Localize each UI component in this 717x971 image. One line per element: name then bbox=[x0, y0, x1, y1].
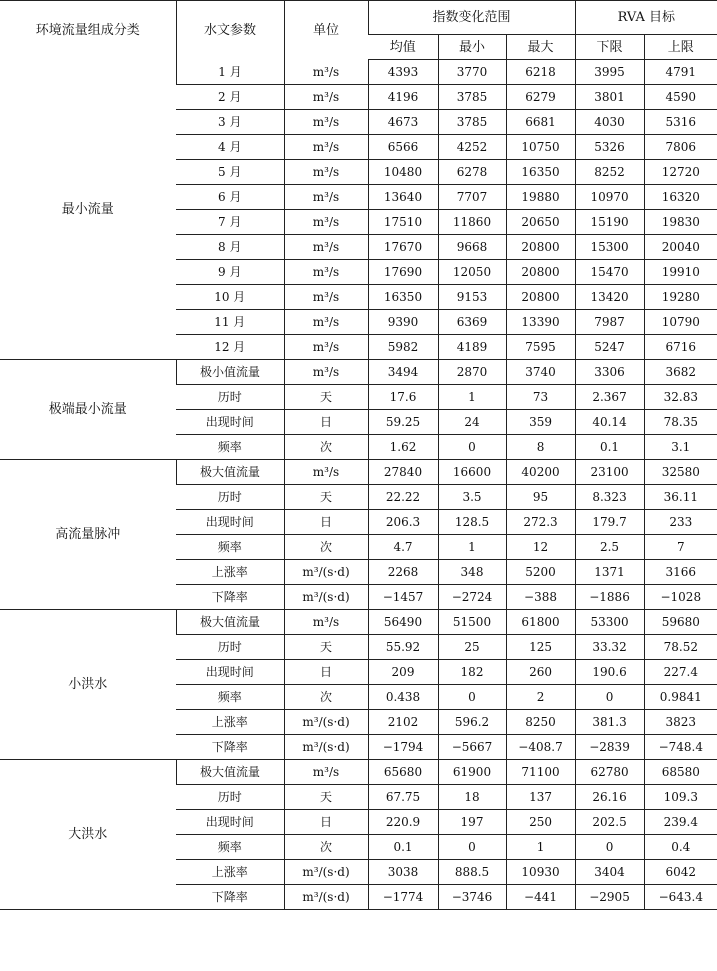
min-cell: 51500 bbox=[438, 610, 506, 635]
min-cell: 4189 bbox=[438, 335, 506, 360]
upper-cell: 78.35 bbox=[644, 410, 717, 435]
param-cell: 6 月 bbox=[176, 185, 284, 210]
mean-cell: 67.75 bbox=[368, 785, 438, 810]
min-cell: 12050 bbox=[438, 260, 506, 285]
max-cell: 137 bbox=[506, 785, 575, 810]
lower-cell: 2.367 bbox=[575, 385, 644, 410]
max-cell: 10750 bbox=[506, 135, 575, 160]
min-cell: 0 bbox=[438, 435, 506, 460]
mean-cell: 17.6 bbox=[368, 385, 438, 410]
mean-cell: 4.7 bbox=[368, 535, 438, 560]
min-cell: 3785 bbox=[438, 85, 506, 110]
lower-cell: 26.16 bbox=[575, 785, 644, 810]
mean-cell: 27840 bbox=[368, 460, 438, 485]
unit-cell: m³/s bbox=[284, 110, 368, 135]
lower-cell: 3306 bbox=[575, 360, 644, 385]
lower-cell: −1886 bbox=[575, 585, 644, 610]
mean-cell: 16350 bbox=[368, 285, 438, 310]
param-cell: 上涨率 bbox=[176, 560, 284, 585]
param-cell: 11 月 bbox=[176, 310, 284, 335]
max-cell: 2 bbox=[506, 685, 575, 710]
lower-cell: −2905 bbox=[575, 885, 644, 910]
header-unit: 单位 bbox=[284, 1, 368, 60]
upper-cell: 12720 bbox=[644, 160, 717, 185]
lower-cell: 381.3 bbox=[575, 710, 644, 735]
upper-cell: −643.4 bbox=[644, 885, 717, 910]
upper-cell: 32.83 bbox=[644, 385, 717, 410]
lower-cell: 13420 bbox=[575, 285, 644, 310]
min-cell: 1 bbox=[438, 385, 506, 410]
max-cell: 12 bbox=[506, 535, 575, 560]
upper-cell: 5316 bbox=[644, 110, 717, 135]
max-cell: 20800 bbox=[506, 260, 575, 285]
max-cell: 61800 bbox=[506, 610, 575, 635]
header-lower: 下限 bbox=[575, 35, 644, 60]
lower-cell: 8.323 bbox=[575, 485, 644, 510]
table-body bbox=[0, 60, 717, 910]
upper-cell: 3.1 bbox=[644, 435, 717, 460]
unit-cell: m³/s bbox=[284, 335, 368, 360]
unit-cell: m³/s bbox=[284, 235, 368, 260]
unit-cell: m³/(s·d) bbox=[284, 885, 368, 910]
unit-cell: 日 bbox=[284, 410, 368, 435]
param-cell: 频率 bbox=[176, 435, 284, 460]
unit-cell: m³/s bbox=[284, 135, 368, 160]
unit-cell: m³/s bbox=[284, 185, 368, 210]
max-cell: 359 bbox=[506, 410, 575, 435]
unit-cell: m³/s bbox=[284, 760, 368, 785]
param-cell: 下降率 bbox=[176, 735, 284, 760]
max-cell: 6218 bbox=[506, 60, 575, 85]
unit-cell: m³/(s·d) bbox=[284, 860, 368, 885]
mean-cell: 22.22 bbox=[368, 485, 438, 510]
mean-cell: 220.9 bbox=[368, 810, 438, 835]
table-row bbox=[0, 60, 717, 85]
header-param: 水文参数 bbox=[176, 1, 284, 60]
upper-cell: 3166 bbox=[644, 560, 717, 585]
unit-cell: 天 bbox=[284, 385, 368, 410]
min-cell: 11860 bbox=[438, 210, 506, 235]
min-cell: −5667 bbox=[438, 735, 506, 760]
min-cell: 2870 bbox=[438, 360, 506, 385]
lower-cell: 15300 bbox=[575, 235, 644, 260]
max-cell: 125 bbox=[506, 635, 575, 660]
max-cell: 95 bbox=[506, 485, 575, 510]
unit-cell: 天 bbox=[284, 635, 368, 660]
lower-cell: 15470 bbox=[575, 260, 644, 285]
upper-cell: 4791 bbox=[644, 60, 717, 85]
upper-cell: 16320 bbox=[644, 185, 717, 210]
table-header bbox=[0, 1, 717, 60]
min-cell: 7707 bbox=[438, 185, 506, 210]
upper-cell: −1028 bbox=[644, 585, 717, 610]
mean-cell: −1794 bbox=[368, 735, 438, 760]
mean-cell: 59.25 bbox=[368, 410, 438, 435]
min-cell: 197 bbox=[438, 810, 506, 835]
mean-cell: 55.92 bbox=[368, 635, 438, 660]
unit-cell: m³/s bbox=[284, 285, 368, 310]
param-cell: 上涨率 bbox=[176, 710, 284, 735]
max-cell: 8250 bbox=[506, 710, 575, 735]
header-mean: 均值 bbox=[368, 35, 438, 60]
upper-cell: 109.3 bbox=[644, 785, 717, 810]
min-cell: 0 bbox=[438, 685, 506, 710]
unit-cell: 次 bbox=[284, 835, 368, 860]
upper-cell: 239.4 bbox=[644, 810, 717, 835]
table-row bbox=[0, 760, 717, 785]
unit-cell: 天 bbox=[284, 485, 368, 510]
lower-cell: 33.32 bbox=[575, 635, 644, 660]
lower-cell: 7987 bbox=[575, 310, 644, 335]
mean-cell: 0.1 bbox=[368, 835, 438, 860]
unit-cell: m³/s bbox=[284, 60, 368, 85]
upper-cell: 78.52 bbox=[644, 635, 717, 660]
max-cell: 20800 bbox=[506, 285, 575, 310]
unit-cell: 日 bbox=[284, 810, 368, 835]
lower-cell: 10970 bbox=[575, 185, 644, 210]
lower-cell: 5247 bbox=[575, 335, 644, 360]
unit-cell: 次 bbox=[284, 685, 368, 710]
category-cell: 小洪水 bbox=[0, 610, 176, 760]
mean-cell: 17670 bbox=[368, 235, 438, 260]
mean-cell: 3038 bbox=[368, 860, 438, 885]
max-cell: −408.7 bbox=[506, 735, 575, 760]
upper-cell: 6042 bbox=[644, 860, 717, 885]
lower-cell: 53300 bbox=[575, 610, 644, 635]
lower-cell: 2.5 bbox=[575, 535, 644, 560]
lower-cell: 40.14 bbox=[575, 410, 644, 435]
unit-cell: 日 bbox=[284, 660, 368, 685]
upper-cell: 19280 bbox=[644, 285, 717, 310]
upper-cell: 32580 bbox=[644, 460, 717, 485]
mean-cell: 17690 bbox=[368, 260, 438, 285]
mean-cell: 5982 bbox=[368, 335, 438, 360]
category-cell: 高流量脉冲 bbox=[0, 460, 176, 610]
mean-cell: 206.3 bbox=[368, 510, 438, 535]
header-max: 最大 bbox=[506, 35, 575, 60]
lower-cell: 0 bbox=[575, 685, 644, 710]
upper-cell: 10790 bbox=[644, 310, 717, 335]
lower-cell: 8252 bbox=[575, 160, 644, 185]
lower-cell: 4030 bbox=[575, 110, 644, 135]
category-cell: 极端最小流量 bbox=[0, 360, 176, 460]
max-cell: 7595 bbox=[506, 335, 575, 360]
param-cell: 出现时间 bbox=[176, 810, 284, 835]
mean-cell: 65680 bbox=[368, 760, 438, 785]
min-cell: 25 bbox=[438, 635, 506, 660]
lower-cell: 62780 bbox=[575, 760, 644, 785]
param-cell: 极小值流量 bbox=[176, 360, 284, 385]
upper-cell: 7 bbox=[644, 535, 717, 560]
upper-cell: 3682 bbox=[644, 360, 717, 385]
min-cell: 888.5 bbox=[438, 860, 506, 885]
header-rva-group: RVA 目标 bbox=[575, 1, 717, 35]
mean-cell: 13640 bbox=[368, 185, 438, 210]
unit-cell: 日 bbox=[284, 510, 368, 535]
max-cell: 73 bbox=[506, 385, 575, 410]
unit-cell: m³/s bbox=[284, 210, 368, 235]
min-cell: 182 bbox=[438, 660, 506, 685]
upper-cell: 227.4 bbox=[644, 660, 717, 685]
param-cell: 5 月 bbox=[176, 160, 284, 185]
mean-cell: 0.438 bbox=[368, 685, 438, 710]
lower-cell: 15190 bbox=[575, 210, 644, 235]
mean-cell: 4673 bbox=[368, 110, 438, 135]
min-cell: 0 bbox=[438, 835, 506, 860]
param-cell: 频率 bbox=[176, 535, 284, 560]
min-cell: 4252 bbox=[438, 135, 506, 160]
param-cell: 4 月 bbox=[176, 135, 284, 160]
lower-cell: 3995 bbox=[575, 60, 644, 85]
header-min: 最小 bbox=[438, 35, 506, 60]
mean-cell: 9390 bbox=[368, 310, 438, 335]
max-cell: 3740 bbox=[506, 360, 575, 385]
lower-cell: 0.1 bbox=[575, 435, 644, 460]
unit-cell: m³/(s·d) bbox=[284, 585, 368, 610]
min-cell: 3.5 bbox=[438, 485, 506, 510]
lower-cell: −2839 bbox=[575, 735, 644, 760]
mean-cell: 4393 bbox=[368, 60, 438, 85]
unit-cell: m³/(s·d) bbox=[284, 560, 368, 585]
unit-cell: 天 bbox=[284, 785, 368, 810]
upper-cell: 19830 bbox=[644, 210, 717, 235]
param-cell: 10 月 bbox=[176, 285, 284, 310]
param-cell: 12 月 bbox=[176, 335, 284, 360]
max-cell: 10930 bbox=[506, 860, 575, 885]
upper-cell: 7806 bbox=[644, 135, 717, 160]
min-cell: 3785 bbox=[438, 110, 506, 135]
mean-cell: 10480 bbox=[368, 160, 438, 185]
param-cell: 频率 bbox=[176, 685, 284, 710]
upper-cell: 19910 bbox=[644, 260, 717, 285]
table-row bbox=[0, 460, 717, 485]
max-cell: 40200 bbox=[506, 460, 575, 485]
min-cell: −3746 bbox=[438, 885, 506, 910]
param-cell: 历时 bbox=[176, 385, 284, 410]
param-cell: 极大值流量 bbox=[176, 760, 284, 785]
unit-cell: m³/s bbox=[284, 260, 368, 285]
min-cell: 16600 bbox=[438, 460, 506, 485]
param-cell: 上涨率 bbox=[176, 860, 284, 885]
param-cell: 1 月 bbox=[176, 60, 284, 85]
mean-cell: 6566 bbox=[368, 135, 438, 160]
param-cell: 极大值流量 bbox=[176, 610, 284, 635]
param-cell: 频率 bbox=[176, 835, 284, 860]
param-cell: 极大值流量 bbox=[176, 460, 284, 485]
unit-cell: m³/s bbox=[284, 360, 368, 385]
max-cell: 20800 bbox=[506, 235, 575, 260]
max-cell: 13390 bbox=[506, 310, 575, 335]
upper-cell: −748.4 bbox=[644, 735, 717, 760]
max-cell: −441 bbox=[506, 885, 575, 910]
mean-cell: 2102 bbox=[368, 710, 438, 735]
upper-cell: 0.9841 bbox=[644, 685, 717, 710]
header-range-group: 指数变化范围 bbox=[368, 1, 575, 35]
table-row bbox=[0, 610, 717, 635]
min-cell: 1 bbox=[438, 535, 506, 560]
mean-cell: 209 bbox=[368, 660, 438, 685]
min-cell: 6278 bbox=[438, 160, 506, 185]
mean-cell: −1457 bbox=[368, 585, 438, 610]
param-cell: 历时 bbox=[176, 635, 284, 660]
min-cell: 6369 bbox=[438, 310, 506, 335]
max-cell: 6279 bbox=[506, 85, 575, 110]
param-cell: 出现时间 bbox=[176, 410, 284, 435]
min-cell: −2724 bbox=[438, 585, 506, 610]
unit-cell: 次 bbox=[284, 435, 368, 460]
mean-cell: 2268 bbox=[368, 560, 438, 585]
upper-cell: 3823 bbox=[644, 710, 717, 735]
max-cell: 1 bbox=[506, 835, 575, 860]
lower-cell: 179.7 bbox=[575, 510, 644, 535]
lower-cell: 3801 bbox=[575, 85, 644, 110]
mean-cell: −1774 bbox=[368, 885, 438, 910]
min-cell: 24 bbox=[438, 410, 506, 435]
unit-cell: m³/s bbox=[284, 460, 368, 485]
unit-cell: 次 bbox=[284, 535, 368, 560]
max-cell: 6681 bbox=[506, 110, 575, 135]
min-cell: 18 bbox=[438, 785, 506, 810]
min-cell: 9668 bbox=[438, 235, 506, 260]
mean-cell: 17510 bbox=[368, 210, 438, 235]
param-cell: 历时 bbox=[176, 485, 284, 510]
category-cell: 最小流量 bbox=[0, 60, 176, 360]
lower-cell: 0 bbox=[575, 835, 644, 860]
min-cell: 348 bbox=[438, 560, 506, 585]
upper-cell: 233 bbox=[644, 510, 717, 535]
param-cell: 出现时间 bbox=[176, 510, 284, 535]
max-cell: 16350 bbox=[506, 160, 575, 185]
upper-cell: 6716 bbox=[644, 335, 717, 360]
max-cell: 19880 bbox=[506, 185, 575, 210]
max-cell: 260 bbox=[506, 660, 575, 685]
max-cell: 8 bbox=[506, 435, 575, 460]
category-cell: 大洪水 bbox=[0, 760, 176, 910]
mean-cell: 3494 bbox=[368, 360, 438, 385]
param-cell: 出现时间 bbox=[176, 660, 284, 685]
max-cell: 250 bbox=[506, 810, 575, 835]
unit-cell: m³/s bbox=[284, 160, 368, 185]
upper-cell: 36.11 bbox=[644, 485, 717, 510]
lower-cell: 23100 bbox=[575, 460, 644, 485]
min-cell: 3770 bbox=[438, 60, 506, 85]
max-cell: 5200 bbox=[506, 560, 575, 585]
min-cell: 9153 bbox=[438, 285, 506, 310]
lower-cell: 190.6 bbox=[575, 660, 644, 685]
param-cell: 8 月 bbox=[176, 235, 284, 260]
param-cell: 历时 bbox=[176, 785, 284, 810]
mean-cell: 56490 bbox=[368, 610, 438, 635]
lower-cell: 5326 bbox=[575, 135, 644, 160]
unit-cell: m³/(s·d) bbox=[284, 710, 368, 735]
unit-cell: m³/s bbox=[284, 85, 368, 110]
min-cell: 61900 bbox=[438, 760, 506, 785]
max-cell: 20650 bbox=[506, 210, 575, 235]
max-cell: 71100 bbox=[506, 760, 575, 785]
lower-cell: 1371 bbox=[575, 560, 644, 585]
param-cell: 2 月 bbox=[176, 85, 284, 110]
upper-cell: 4590 bbox=[644, 85, 717, 110]
unit-cell: m³/s bbox=[284, 310, 368, 335]
max-cell: 272.3 bbox=[506, 510, 575, 535]
mean-cell: 1.62 bbox=[368, 435, 438, 460]
mean-cell: 4196 bbox=[368, 85, 438, 110]
max-cell: −388 bbox=[506, 585, 575, 610]
header-category: 环境流量组成分类 bbox=[0, 1, 176, 60]
param-cell: 下降率 bbox=[176, 585, 284, 610]
param-cell: 3 月 bbox=[176, 110, 284, 135]
header-upper: 上限 bbox=[644, 35, 717, 60]
min-cell: 596.2 bbox=[438, 710, 506, 735]
param-cell: 下降率 bbox=[176, 885, 284, 910]
lower-cell: 202.5 bbox=[575, 810, 644, 835]
param-cell: 9 月 bbox=[176, 260, 284, 285]
upper-cell: 59680 bbox=[644, 610, 717, 635]
upper-cell: 68580 bbox=[644, 760, 717, 785]
upper-cell: 20040 bbox=[644, 235, 717, 260]
min-cell: 128.5 bbox=[438, 510, 506, 535]
param-cell: 7 月 bbox=[176, 210, 284, 235]
upper-cell: 0.4 bbox=[644, 835, 717, 860]
unit-cell: m³/s bbox=[284, 610, 368, 635]
lower-cell: 3404 bbox=[575, 860, 644, 885]
table-row bbox=[0, 360, 717, 385]
unit-cell: m³/(s·d) bbox=[284, 735, 368, 760]
